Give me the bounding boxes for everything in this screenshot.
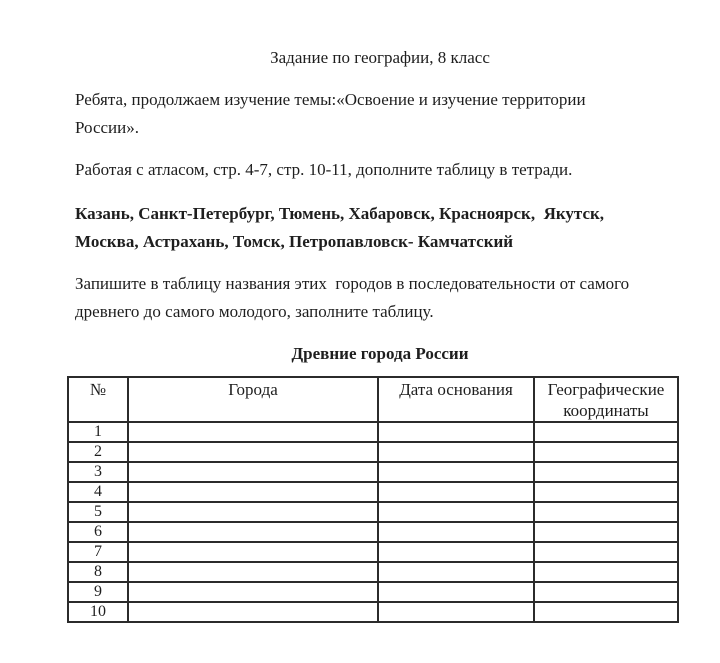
row-number-cell: 6 [68, 522, 128, 542]
row-number-cell: 5 [68, 502, 128, 522]
coordinates-cell [534, 542, 678, 562]
city-cell [128, 562, 378, 582]
header-number: № [68, 377, 128, 422]
intro-line-2: России». [75, 118, 139, 137]
coordinates-cell [534, 522, 678, 542]
intro-paragraph [75, 86, 685, 142]
row-number-cell: 9 [68, 582, 128, 602]
coordinates-cell [534, 462, 678, 482]
table-title: Древние города России [291, 344, 469, 363]
founding-date-cell [378, 422, 534, 442]
founding-date-cell [378, 442, 534, 462]
table-row [68, 602, 678, 622]
row-number-cell: 8 [68, 562, 128, 582]
instruction-paragraph [75, 270, 685, 326]
coordinates-cell [534, 482, 678, 502]
page-title: Задание по географии, 8 класс [270, 48, 490, 67]
table-row [68, 482, 678, 502]
table-row [68, 442, 678, 462]
founding-date-cell [378, 502, 534, 522]
table-header-row [68, 377, 678, 422]
instruction-line-1: Запишите в таблицу названия этих городов в последовательности от самого [75, 274, 630, 293]
table-row [68, 562, 678, 582]
city-cell [128, 582, 378, 602]
intro-line-1: Ребята, продолжаем изучение темы:«Освоение и изучение территории [75, 90, 586, 109]
city-cell [128, 602, 378, 622]
row-number-cell: 2 [68, 442, 128, 462]
header-founding-date: Дата основания [378, 377, 534, 422]
coordinates-cell [534, 602, 678, 622]
city-cell [128, 422, 378, 442]
header-coordinates: Географические координаты [534, 377, 678, 422]
cities-line-1: Казань, Санкт-Петербург, Тюмень, Хабаровск, Красноярск, Якутск, [75, 204, 605, 223]
coordinates-cell [534, 442, 678, 462]
row-number-cell: 4 [68, 482, 128, 502]
coordinates-cell [534, 562, 678, 582]
table-row [68, 522, 678, 542]
row-number-cell: 10 [68, 602, 128, 622]
ancient-cities-table [67, 376, 679, 623]
row-number-cell: 3 [68, 462, 128, 482]
city-cell [128, 502, 378, 522]
city-cell [128, 542, 378, 562]
coordinates-cell [534, 582, 678, 602]
coordinates-cell [534, 422, 678, 442]
cities-line-2: Москва, Астрахань, Томск, Петропавловск- Камчатский [75, 232, 514, 251]
row-number-cell: 1 [68, 422, 128, 442]
table-row [68, 542, 678, 562]
table-body [68, 422, 678, 622]
table-row [68, 422, 678, 442]
header-city: Города [128, 377, 378, 422]
city-cell [128, 462, 378, 482]
city-cell [128, 522, 378, 542]
founding-date-cell [378, 522, 534, 542]
table-row [68, 582, 678, 602]
cities-list [75, 200, 685, 256]
founding-date-cell [378, 482, 534, 502]
coordinates-cell [534, 502, 678, 522]
table-row [68, 502, 678, 522]
atlas-paragraph [75, 156, 685, 184]
instruction-line-2: древнего до самого молодого, заполните таблицу. [75, 302, 434, 321]
atlas-line: Работая с атласом, стр. 4-7, стр. 10-11, дополните таблицу в тетради. [75, 160, 573, 179]
table-row [68, 462, 678, 482]
founding-date-cell [378, 602, 534, 622]
founding-date-cell [378, 582, 534, 602]
row-number-cell: 7 [68, 542, 128, 562]
city-cell [128, 442, 378, 462]
city-cell [128, 482, 378, 502]
founding-date-cell [378, 562, 534, 582]
founding-date-cell [378, 542, 534, 562]
founding-date-cell [378, 462, 534, 482]
